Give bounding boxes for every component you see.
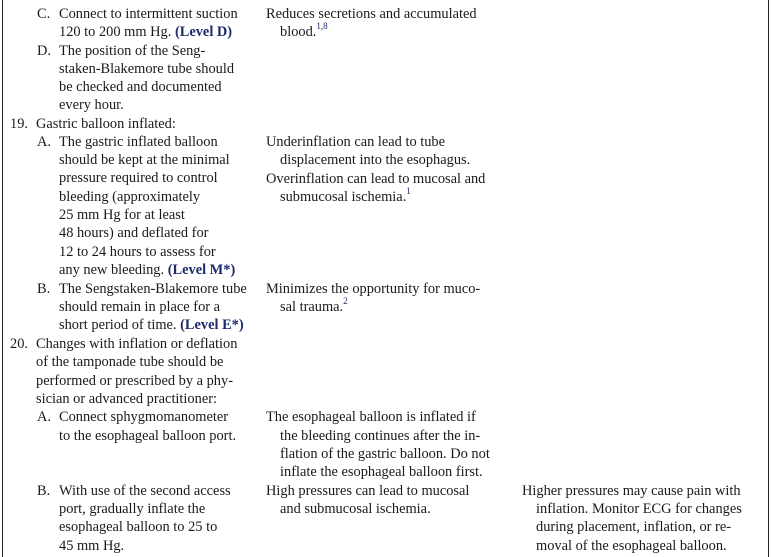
rationale-text: and submucosal ischemia.: [280, 501, 431, 517]
action-text: should remain in place for a: [59, 299, 221, 315]
rationale-text: Underinflation can lead to tube: [266, 134, 446, 150]
action-text: Connect sphygmomanometer: [59, 409, 229, 425]
action-text: The gastric inflated balloon: [59, 134, 218, 150]
action-text: short period of time. (Level E*): [59, 317, 244, 333]
action-text: 45 mm Hg.: [59, 538, 125, 554]
step-heading: Gastric balloon inflated:: [36, 116, 176, 132]
rationale-text: sal trauma.$^2$: [280, 296, 348, 315]
action-text: be checked and documented: [59, 79, 222, 95]
rationale-text: inflate the esophageal balloon first.: [280, 464, 483, 480]
action-text: 12 to 24 hours to assess for: [59, 244, 216, 260]
step-heading: Changes with inflation or deflation: [36, 336, 238, 352]
reference-superscript: 2: [343, 296, 348, 307]
action-text: pressure required to control: [59, 170, 218, 186]
evidence-level: (Level E*): [180, 317, 244, 333]
action-text: any new bleeding. (Level M*): [59, 262, 236, 278]
reference-superscript: 1,8: [316, 21, 328, 32]
rationale-text: the bleeding continues after the in-: [280, 428, 481, 444]
rationale-text: flation of the gastric balloon. Do not: [280, 446, 490, 462]
action-text: The Sengstaken-Blakemore tube: [59, 281, 247, 297]
action-text: The position of the Seng-: [59, 43, 206, 59]
step-heading: of the tamponade tube should be: [36, 354, 224, 370]
action-text: 48 hours) and deflated for: [59, 225, 209, 241]
action-text: staken-Blakemore tube should: [59, 61, 235, 77]
rationale-text: submucosal ischemia.$^1$: [280, 186, 411, 205]
reference-superscript: 1: [406, 186, 411, 197]
rationale-text: High pressures can lead to mucosal: [266, 483, 470, 499]
action-text: should be kept at the minimal: [59, 152, 230, 168]
evidence-level: (Level D): [174, 24, 233, 40]
step-heading: performed or prescribed by a phy-: [36, 373, 233, 389]
special-considerations-text: inflation. Monitor ECG for changes: [536, 501, 742, 517]
step-marker: A.: [37, 409, 51, 425]
special-considerations-text: moval of the esophageal balloon.: [536, 538, 727, 554]
step-marker: B.: [37, 281, 51, 297]
rationale-text: displacement into the esophagus.: [280, 152, 471, 168]
action-text: to the esophageal balloon port.: [59, 428, 237, 444]
right-border: [768, 0, 769, 557]
step-marker: A.: [37, 134, 51, 150]
action-text: Connect to intermittent suction: [59, 6, 238, 22]
evidence-level: (Level M*): [167, 262, 236, 278]
step-marker: B.: [37, 483, 51, 499]
rationale-text: blood.$^{1,8}$: [280, 21, 328, 40]
rationale-text: Overinflation can lead to mucosal and: [266, 171, 486, 187]
rationale-text: The esophageal balloon is inflated if: [266, 409, 476, 425]
action-text: bleeding (approximately: [59, 189, 201, 205]
step-marker: D.: [37, 43, 51, 59]
action-text: esophageal balloon to 25 to: [59, 519, 218, 535]
action-text: port, gradually inflate the: [59, 501, 206, 517]
step-number: 19.: [10, 116, 28, 132]
special-considerations-text: during placement, inflation, or re-: [536, 519, 732, 535]
left-border: [2, 0, 3, 557]
action-text: With use of the second access: [59, 483, 231, 499]
action-text: every hour.: [59, 97, 124, 113]
step-marker: C.: [37, 6, 51, 22]
step-number: 20.: [10, 336, 28, 352]
action-text: 120 to 200 mm Hg. (Level D): [59, 24, 233, 40]
action-text: 25 mm Hg for at least: [59, 207, 185, 223]
step-heading: sician or advanced practitioner:: [36, 391, 218, 407]
rationale-text: Minimizes the opportunity for muco-: [266, 281, 481, 297]
rationale-text: Reduces secretions and accumulated: [266, 6, 477, 22]
special-considerations-text: Higher pressures may cause pain with: [522, 483, 741, 499]
